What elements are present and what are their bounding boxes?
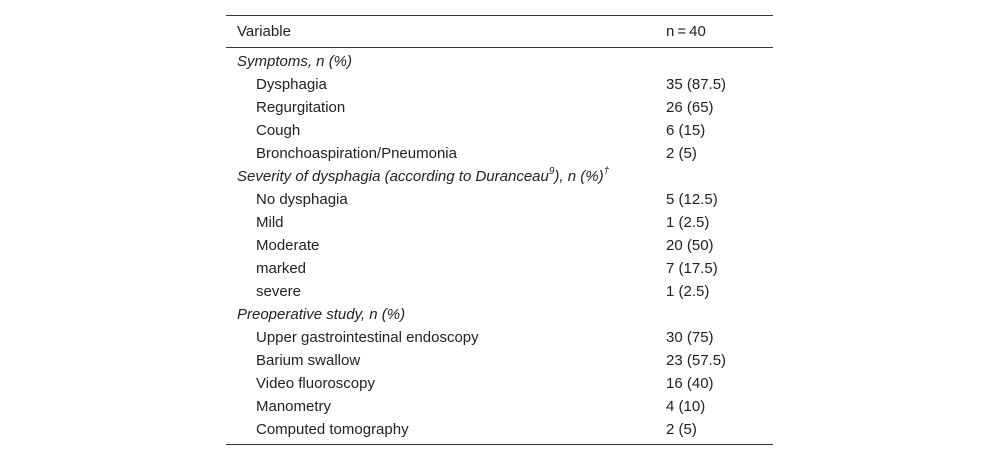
table-row xyxy=(226,257,773,280)
table-row xyxy=(226,234,773,257)
section-symptoms xyxy=(226,50,773,73)
row-label: Computed tomography xyxy=(256,421,409,438)
row-label: Upper gastrointestinal endoscopy xyxy=(256,329,479,346)
section-title: Preoperative study, n (%) xyxy=(237,306,406,323)
row-value: 16 (40) xyxy=(666,375,714,392)
header-value: n = 40 xyxy=(666,23,706,40)
table-row xyxy=(226,96,773,119)
header-variable: Variable xyxy=(237,23,291,40)
section-preoperative xyxy=(226,303,773,326)
row-value: 26 (65) xyxy=(666,99,714,116)
section-severity xyxy=(226,165,773,188)
row-value: 6 (15) xyxy=(666,122,706,139)
row-value: 7 (17.5) xyxy=(666,260,718,277)
row-label: Barium swallow xyxy=(256,352,361,369)
row-value: 2 (5) xyxy=(666,421,697,438)
data-table xyxy=(226,15,773,445)
table-row xyxy=(226,142,773,165)
row-label: Cough xyxy=(256,122,301,139)
row-label: Dysphagia xyxy=(256,76,327,93)
row-value: 1 (2.5) xyxy=(666,283,710,300)
table-row xyxy=(226,280,773,303)
row-value: 1 (2.5) xyxy=(666,214,710,231)
row-value: 35 (87.5) xyxy=(666,76,727,93)
row-label: Manometry xyxy=(256,398,332,415)
table-row xyxy=(226,73,773,96)
row-label: Video fluoroscopy xyxy=(256,375,375,392)
row-value: 20 (50) xyxy=(666,237,714,254)
row-label: Bronchoaspiration/Pneumonia xyxy=(256,145,457,162)
row-value: 30 (75) xyxy=(666,329,714,346)
bottom-rule xyxy=(226,444,773,445)
section-title-prefix: Severity of dysphagia (according to Duranceau xyxy=(237,168,549,185)
reference-superscript: 9 xyxy=(548,166,555,177)
table-row xyxy=(226,372,773,395)
row-label: Moderate xyxy=(256,237,320,254)
row-value: 5 (12.5) xyxy=(666,191,718,208)
row-label: severe xyxy=(256,283,302,300)
row-value: 4 (10) xyxy=(666,398,706,415)
table-row xyxy=(226,326,773,349)
table-row xyxy=(226,211,773,234)
table-header xyxy=(226,16,773,47)
footnote-mark: † xyxy=(603,166,610,177)
row-label: No dysphagia xyxy=(256,191,348,208)
section-title xyxy=(226,168,666,185)
row-label: Regurgitation xyxy=(256,99,346,116)
row-label: Mild xyxy=(256,214,284,231)
row-value: 2 (5) xyxy=(666,145,697,162)
section-title-suffix: ), n (%) xyxy=(554,168,604,185)
table-row xyxy=(226,188,773,211)
table-row xyxy=(226,349,773,372)
table-row xyxy=(226,119,773,142)
table-row xyxy=(226,418,773,441)
section-title: Symptoms, n (%) xyxy=(237,53,353,70)
row-value: 23 (57.5) xyxy=(666,352,727,369)
table-row xyxy=(226,395,773,418)
row-label: marked xyxy=(256,260,307,277)
